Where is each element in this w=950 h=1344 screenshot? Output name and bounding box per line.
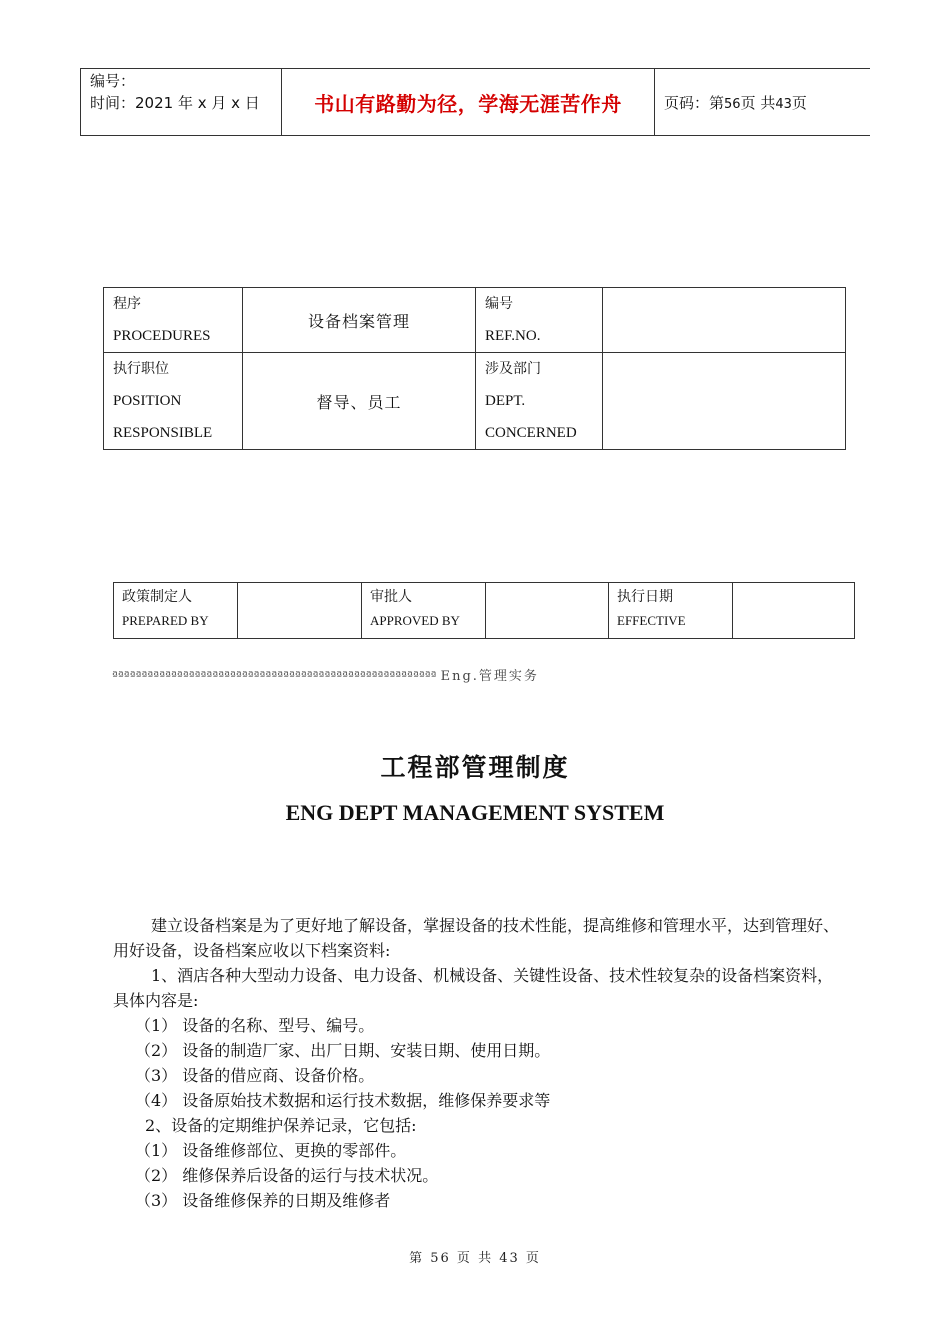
effective-label-cell xyxy=(609,583,733,639)
approved-label-en: APPROVED BY xyxy=(370,613,460,628)
prepared-value-cell xyxy=(238,583,362,639)
header-motto: 书山有路勤为径，学海无涯苦作舟 xyxy=(314,92,622,116)
header-divider-2 xyxy=(654,68,655,136)
approved-label-cn: 审批人 xyxy=(370,589,412,605)
approved-value-cell xyxy=(486,583,609,639)
divider-marks: ªªªªªªªªªªªªªªªªªªªªªªªªªªªªªªªªªªªªªªªªªªªªªªªªªªªªªªª xyxy=(112,669,437,683)
procedure-label-cn: 程序 xyxy=(113,296,141,312)
list-item: （2） 维修保养后设备的运行与技术状况。 xyxy=(135,1166,439,1185)
header-page-info xyxy=(664,92,807,113)
procedure-row xyxy=(104,288,846,353)
dept-label-cell xyxy=(476,353,603,450)
list-item: （4） 设备原始技术数据和运行技术数据，维修保养要求等 xyxy=(135,1091,551,1110)
position-label-cn: 执行职位 xyxy=(113,361,169,377)
position-label-en1: POSITION xyxy=(113,393,182,409)
document-title-en: ENG DEPT MANAGEMENT SYSTEM xyxy=(285,800,665,825)
document-body xyxy=(113,913,843,1213)
list-item: （3） 设备的借应商、设备价格。 xyxy=(135,1066,375,1085)
ref-value-cell xyxy=(603,288,846,353)
body-section-2: 2、设备的定期维护保养记录，它包括: xyxy=(145,1116,417,1135)
list-item: （1） 设备的名称、型号、编号。 xyxy=(135,1016,375,1035)
header-page-suffix: 页 xyxy=(791,94,807,112)
ref-label-cn: 编号 xyxy=(485,296,513,312)
procedure-value-cell xyxy=(243,288,476,353)
prepared-label-cn: 政策制定人 xyxy=(122,589,192,605)
dept-value-cell xyxy=(603,353,846,450)
body-intro: 建立设备档案是为了更好地了解设备，掌握设备的技术性能，提高维修和管理水平，达到管理好、用好设备，设备档案应收以下档案资料: xyxy=(113,916,840,960)
effective-label-cn: 执行日期 xyxy=(617,589,673,605)
header-page-prefix: 页码：第 xyxy=(664,94,725,112)
list-item: （1） 设备维修部位、更换的零部件。 xyxy=(135,1141,407,1160)
position-label-cell xyxy=(104,353,243,450)
position-value: 督导、员工 xyxy=(316,392,402,412)
header-page-total: 43 xyxy=(775,97,792,112)
header-top-rule xyxy=(80,68,870,69)
approved-label-cell xyxy=(362,583,486,639)
position-value-cell xyxy=(243,353,476,450)
list-item: （3） 设备维修保养的日期及维修者 xyxy=(135,1191,391,1210)
section-divider xyxy=(112,665,539,684)
position-label-en2: RESPONSIBLE xyxy=(113,425,213,441)
procedure-label-en: PROCEDURES xyxy=(113,328,211,344)
ref-label-cell xyxy=(476,288,603,353)
header-bottom-rule xyxy=(80,135,870,136)
prepared-label-en: PREPARED BY xyxy=(122,613,209,628)
sign-table xyxy=(113,582,855,639)
dept-label-cn: 涉及部门 xyxy=(485,361,541,377)
procedure-table xyxy=(103,287,846,450)
header-meta xyxy=(90,70,260,114)
dept-label-en2: CONCERNED xyxy=(485,425,577,441)
dept-label-en1: DEPT. xyxy=(485,393,526,409)
effective-value-cell xyxy=(733,583,855,639)
list-item: （2） 设备的制造厂家、出厂日期、安装日期、使用日期。 xyxy=(135,1041,551,1060)
header-time-label: 时间：2021 年 x 月 x 日 xyxy=(90,94,260,112)
position-row xyxy=(104,353,846,450)
header-page-current: 56 xyxy=(724,97,741,112)
page-footer: 第 56 页 共 43 页 xyxy=(409,1251,541,1266)
body-section-1: 1、酒店各种大型动力设备、电力设备、机械设备、关键性设备、技术性较复杂的设备档案资料，具体内容是: xyxy=(113,966,834,1010)
effective-label-en: EFFECTIVE xyxy=(617,613,686,628)
document-title-cn: 工程部管理制度 xyxy=(380,753,570,782)
procedure-label-cell xyxy=(104,288,243,353)
divider-tag: Eng.管理实务 xyxy=(440,669,539,684)
header-number-label: 编号： xyxy=(90,72,136,90)
procedure-value: 设备档案管理 xyxy=(307,311,410,331)
prepared-label-cell xyxy=(114,583,238,639)
sign-row xyxy=(114,583,855,639)
header-left-border xyxy=(80,68,81,136)
header-page-mid: 页 共 xyxy=(740,94,776,112)
ref-label-en: REF.NO. xyxy=(485,328,541,344)
